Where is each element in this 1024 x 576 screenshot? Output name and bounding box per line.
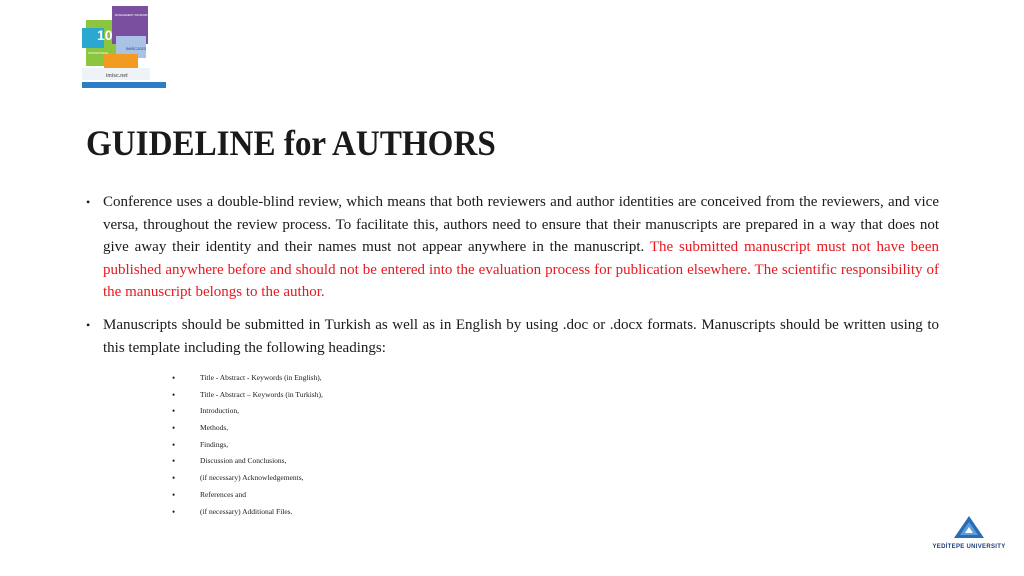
list-bullet: • bbox=[172, 423, 176, 434]
bullet-paragraph bbox=[103, 191, 939, 304]
bullet-submission-format bbox=[86, 314, 939, 359]
list-item-label: Title - Abstract - Keywords (in English), bbox=[200, 373, 322, 382]
list-bullet: • bbox=[172, 456, 176, 467]
list-item-label: Introduction, bbox=[200, 406, 239, 416]
logo-text-year: IMISC2023 bbox=[126, 46, 147, 51]
logo-edition: 10 bbox=[97, 27, 113, 43]
list-item-label: (if necessary) Additional Files. bbox=[200, 506, 293, 516]
university-logo bbox=[928, 516, 1010, 550]
list-bullet: • bbox=[172, 406, 176, 417]
bullet-double-blind-review bbox=[86, 191, 939, 304]
list-bullet: • bbox=[172, 473, 176, 484]
bullet-text: Manuscripts should be submitted in Turkish as well as in English by using .doc or .docx formats. Manuscripts should be written using to this template including the following headings: bbox=[103, 317, 939, 356]
list-item-label: Title - Abstract – Keywords (in Turkish), bbox=[200, 389, 323, 399]
list-item bbox=[172, 420, 323, 437]
list-item-label: Methods, bbox=[200, 423, 229, 433]
list-item bbox=[172, 453, 323, 470]
list-item-label: Findings, bbox=[200, 439, 229, 449]
required-headings-list bbox=[172, 370, 323, 520]
list-item bbox=[172, 437, 323, 454]
list-item bbox=[172, 370, 323, 387]
university-name: YEDİTEPE UNIVERSITY bbox=[932, 544, 1006, 550]
logo-blue-bar bbox=[82, 82, 166, 88]
bullet-marker: • bbox=[86, 318, 91, 332]
list-item bbox=[172, 403, 323, 420]
list-bullet: • bbox=[172, 489, 176, 500]
list-item bbox=[172, 487, 323, 504]
bullet-text: Conference uses a double-blind review, which means that both reviewers and author identities are conceived from the reviewers, and vice versa, throughout the review process. To facilitate this, authors need to ensure that their manuscripts are prepared in a way that does not give away their identity and their names must not appear anywhere in the manuscript. bbox=[103, 194, 939, 255]
list-item bbox=[172, 470, 323, 487]
bullet-paragraph bbox=[103, 314, 939, 359]
list-bullet: • bbox=[172, 439, 176, 450]
page-title: GUIDELINE for AUTHORS bbox=[86, 123, 496, 163]
logo-text-top: MANAGEMENT INFORMATION SYSTEMS CONFERENCE bbox=[115, 14, 185, 17]
logo-text-bottom: imisc.net bbox=[106, 73, 128, 79]
conference-logo-graphic bbox=[82, 6, 185, 90]
list-item-label: (if necessary) Acknowledgements, bbox=[200, 473, 304, 483]
list-item-label: Discussion and Conclusions, bbox=[200, 456, 287, 466]
triangle-emblem-icon bbox=[954, 516, 984, 538]
list-bullet: • bbox=[172, 373, 176, 383]
bullet-marker: • bbox=[86, 195, 91, 209]
list-item bbox=[172, 387, 323, 404]
logo-orange-block bbox=[104, 54, 138, 68]
logo-text-mid: INTERNATIONAL bbox=[88, 52, 109, 55]
list-bullet: • bbox=[172, 389, 176, 400]
list-bullet: • bbox=[172, 506, 176, 517]
conference-logo bbox=[82, 6, 185, 90]
list-item bbox=[172, 504, 323, 521]
bullet-highlight-text: The submitted manuscript must not have been published anywhere before and should not be entered into the evaluation process for publication elsewhere. The scientific responsibility of the manuscript belongs to the author. bbox=[103, 239, 940, 300]
list-item-label: References and bbox=[200, 489, 247, 499]
